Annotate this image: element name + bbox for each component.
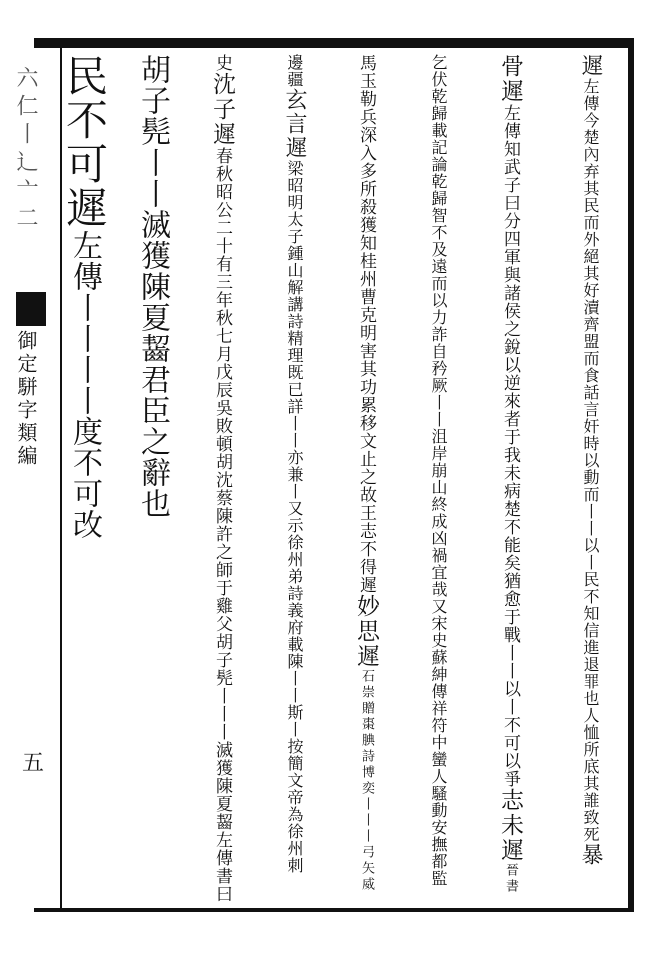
fishtail-block-mark bbox=[16, 292, 46, 326]
column-text: 春秋昭公二十有三年秋七月戊辰吳敗頓胡沈蔡陳許之師于雞父胡子髡丨丨丨滅獲陳夏齧左傳書曰 bbox=[212, 147, 232, 903]
column-text: 左傳丨丨丨丨度不可改 bbox=[67, 230, 102, 540]
column-text: 石崇贈棗腆詩博奕丨丨丨弓矢威 bbox=[359, 669, 374, 893]
column-text: 史 bbox=[212, 54, 232, 72]
headword: 玄言遲 bbox=[282, 88, 307, 160]
column-text: 晉書 bbox=[503, 863, 518, 895]
headword: 遲 bbox=[578, 54, 603, 78]
column-text: 梁昭明太子鍾山解講詩精理既已詳丨丨亦兼丨又示徐州弟詩義府載陳丨丨斯丨按簡文帝為徐州刺 bbox=[285, 160, 304, 874]
text-column-7 bbox=[134, 54, 170, 519]
column-text: 左傳今楚內弃其民而外絕其好瀆齊盟而食話言奸時以動而丨丨以丨民不知信進退罪也人恤所底其誰致死 bbox=[581, 78, 600, 843]
headword: 骨遲 bbox=[497, 54, 523, 104]
headword: 志未遲 bbox=[497, 788, 523, 863]
top-border-rule bbox=[34, 38, 634, 48]
headword: 沈子遲 bbox=[209, 72, 235, 147]
bottom-border-rule bbox=[34, 908, 634, 912]
text-column-2 bbox=[492, 54, 528, 895]
column-text: 馬玉勒兵深入多所殺獲知桂州曹克明害其功累移文止之故王志不得遲 bbox=[356, 54, 376, 594]
column-text: 左傳知武子曰分四軍與諸侯之銳以逆來者于我未病楚不能矣猶愈于戰丨丨以丨不可以爭 bbox=[500, 104, 520, 788]
column-text: 胡子髡丨丨滅獲陳夏齧君臣之辭也 bbox=[135, 54, 170, 519]
headword: 暴 bbox=[578, 843, 603, 867]
text-column-5 bbox=[276, 54, 312, 874]
text-column-6 bbox=[204, 54, 240, 903]
headword: 妙思遲 bbox=[353, 594, 379, 669]
headword: 民不可遲 bbox=[60, 54, 109, 230]
column-text: 邊疆 bbox=[285, 54, 304, 88]
right-border-rule bbox=[628, 38, 634, 912]
text-column-1 bbox=[572, 54, 608, 867]
page-number: 五 bbox=[22, 751, 45, 776]
text-column-8 bbox=[60, 54, 109, 540]
margin-header-glyphs: 六仁丨辶亠二 bbox=[13, 66, 38, 234]
book-title: 御定駢字類編 bbox=[14, 330, 38, 468]
text-column-4 bbox=[348, 54, 384, 893]
column-text: 乞伏乾歸載記論乾歸智不及遠而以力詐自矜厥丨丨沮岸崩山終成凶禍宜哉又宋史蘇紳傳祥符中蠻人騷動安撫都監 bbox=[429, 54, 448, 887]
text-column-3 bbox=[420, 54, 456, 887]
